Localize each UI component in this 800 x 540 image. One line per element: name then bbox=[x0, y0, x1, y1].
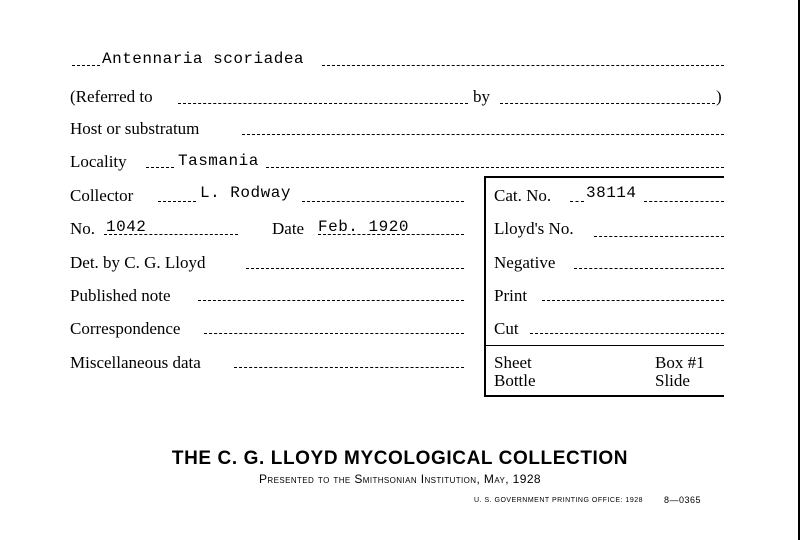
collector-value: L. Rodway bbox=[200, 184, 291, 202]
number-value: 1042 bbox=[106, 218, 147, 236]
box-top-line bbox=[484, 176, 724, 178]
date-label: Date bbox=[272, 219, 305, 238]
cat-no-dotline-lead bbox=[570, 201, 584, 202]
referred-dotline bbox=[178, 103, 468, 104]
locality-label: Locality bbox=[70, 152, 127, 171]
correspondence-dotline bbox=[204, 333, 464, 334]
printer-imprint: U. S. GOVERNMENT PRINTING OFFICE: 1928 bbox=[474, 497, 644, 504]
species-name: Antennaria scoriadea bbox=[102, 50, 305, 68]
det-label: Det. by C. G. Lloyd bbox=[70, 253, 206, 272]
cat-no-label: Cat. No. bbox=[494, 186, 552, 205]
published-dotline bbox=[198, 300, 464, 301]
host-dotline bbox=[242, 134, 724, 135]
number-label: No. bbox=[70, 219, 96, 238]
det-dotline bbox=[246, 268, 464, 269]
referred-label: (Referred to bbox=[70, 87, 153, 106]
referred-by-dotline bbox=[500, 103, 715, 104]
negative-label: Negative bbox=[494, 253, 556, 272]
cut-label: Cut bbox=[494, 319, 519, 338]
locality-dotline-lead bbox=[146, 167, 174, 168]
cut-dotline bbox=[530, 333, 724, 334]
referred-close: ) bbox=[716, 87, 722, 106]
date-value: Feb. 1920 bbox=[318, 218, 409, 236]
print-label: Print bbox=[494, 286, 528, 305]
correspondence-label: Correspondence bbox=[70, 319, 181, 338]
name-dotline-lead bbox=[72, 65, 100, 66]
published-label: Published note bbox=[70, 286, 171, 305]
print-dotline bbox=[542, 300, 724, 301]
name-dotline bbox=[322, 65, 724, 66]
bottle-label: Bottle bbox=[494, 371, 536, 390]
host-label: Host or substratum bbox=[70, 119, 200, 138]
cat-no-value: 38114 bbox=[586, 184, 637, 202]
box-divider-line bbox=[484, 345, 724, 346]
date-dotline bbox=[318, 234, 464, 235]
collection-subtitle: Presented to the Smithsonian Institution, May, 1928 bbox=[259, 472, 541, 486]
misc-label: Miscellaneous data bbox=[70, 353, 201, 372]
slide-label: Slide bbox=[655, 371, 690, 390]
collector-label: Collector bbox=[70, 186, 134, 205]
locality-dotline bbox=[266, 167, 724, 168]
misc-dotline bbox=[234, 367, 464, 368]
locality-value: Tasmania bbox=[178, 152, 259, 170]
sheet-label: Sheet bbox=[494, 353, 532, 372]
collector-dotline bbox=[302, 201, 464, 202]
collector-dotline-lead bbox=[158, 201, 196, 202]
negative-dotline bbox=[574, 268, 724, 269]
box-left-line bbox=[484, 176, 486, 396]
number-dotline bbox=[104, 234, 238, 235]
form-code: 8—0365 bbox=[664, 495, 702, 505]
box-bottom-line bbox=[484, 395, 724, 397]
box-number-label: Box #1 bbox=[655, 353, 705, 372]
referred-by-label: by bbox=[473, 87, 490, 106]
lloyd-no-dotline bbox=[594, 236, 724, 237]
lloyd-no-label: Lloyd's No. bbox=[494, 219, 574, 238]
cat-no-dotline bbox=[644, 201, 724, 202]
collection-title: THE C. G. LLOYD MYCOLOGICAL COLLECTION bbox=[171, 448, 629, 469]
